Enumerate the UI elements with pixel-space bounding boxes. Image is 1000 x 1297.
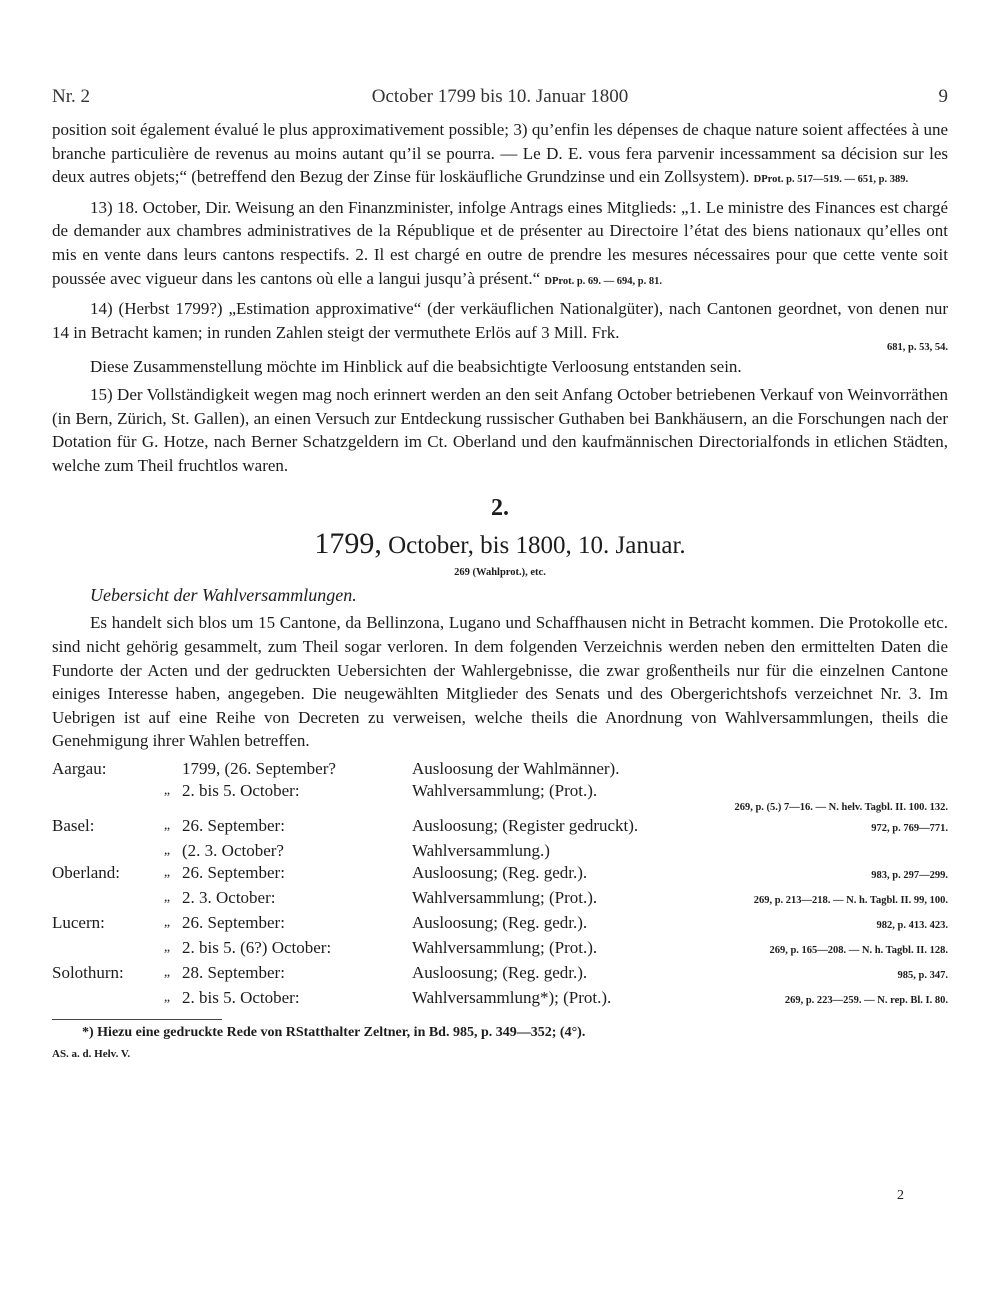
event-cell: Ausloosung; (Register gedruckt). (412, 815, 639, 835)
ditto-mark: „ (163, 889, 171, 905)
source-ref: 269, p. 165—208. — N. h. Tagbl. II. 128. (769, 944, 948, 956)
table-row (52, 814, 948, 839)
date-cell: 2. bis 5. October: (182, 780, 300, 800)
section-title (52, 527, 948, 563)
table-row (52, 839, 948, 861)
canton-table (52, 757, 948, 1011)
volume-mark: AS. a. d. Helv. V. (52, 1047, 131, 1060)
table-row (52, 779, 948, 801)
table-row (52, 911, 948, 936)
page-number: 9 (938, 86, 948, 107)
canton-name (52, 779, 152, 801)
table-row (52, 886, 948, 911)
date-range-title: October 1799 bis 10. Januar 1800 (371, 86, 629, 107)
event-cell: Wahlversammlung; (Prot.). (412, 780, 598, 800)
date-cell: 28. September: (182, 962, 285, 982)
ref-cell (700, 961, 948, 986)
date-cell: 26. September: (182, 815, 285, 835)
source-ref: 269, p. (5.) 7—16. — N. helv. Tagbl. II. 100. 132. (734, 801, 948, 813)
ref-cell (700, 861, 948, 886)
source-ref: 681, p. 53, 54. (887, 342, 948, 354)
canton-name: Aargau: (52, 758, 107, 778)
ref-cell (700, 839, 948, 861)
canton-name: Basel: (52, 815, 95, 835)
paragraph-15: 15) Der Vollständigkeit wegen mag noch erinnert werden an den seit Anfang October betriebenen Verkauf von Weinvorräthen (in Bern, Zürich, St. Gallen), an einen Versuch zur Entdeckung russischer Guthaben bei Bankhäusern, an die Forschungen nach der Dotation für G. Hotze, nach Berner Schatzgeldern im Ct. Oberland und den kaufmännischen Directorialfonds in etlichen Städten, welche zum Theil fruchtlos waren. (52, 384, 948, 475)
ref-cell (700, 814, 948, 839)
ditto-mark (152, 757, 182, 779)
source-ref: DProt. p. 517—519. — 651, p. 389. (753, 174, 909, 186)
ref-cell (700, 757, 948, 779)
ditto-mark: „ (163, 817, 171, 833)
paragraph-13: 13) 18. October, Dir. Weisung an den Finanzminister, infolge Antrags eines Mitglieds: „1. Le ministre des Finances est chargé de demander aux chambres administratives de la République et de présenter au Directoire l’état des biens nationaux qu’elles ont mis en vente dans leurs cantons respectifs. 2. Il est chargé en outre de prendre les mesures nécessaires pour que cette vente soit poussée avec vigueur dans les cantons où elle a langui jusqu’à présent.“ DProt. p. 69. — 694, p. 81. (52, 197, 948, 288)
date-cell: 26. September: (182, 912, 285, 932)
ref-cell (700, 936, 948, 961)
paragraph-note: Diese Zusammenstellung möchte im Hinblick auf die beabsichtigte Verloosung entstanden sein. (90, 357, 742, 377)
table-ref-row (52, 801, 948, 814)
signature-mark: 2 (897, 1188, 904, 1203)
table-row (52, 936, 948, 961)
canton-name: Oberland: (52, 862, 120, 882)
table-row (52, 986, 948, 1011)
ref-cell (700, 986, 948, 1011)
canton-name (52, 986, 152, 1011)
document-page (52, 86, 948, 1060)
event-cell: Ausloosung; (Reg. gedr.). (412, 862, 588, 882)
ditto-mark: „ (163, 782, 171, 798)
ref-cell (700, 779, 948, 801)
section-title-rest: October, bis 1800, 10. Januar. (388, 532, 686, 560)
running-head (52, 86, 948, 112)
table-row (52, 757, 948, 779)
source-ref: 269, p. 223—259. — N. rep. Bl. I. 80. (784, 994, 948, 1006)
date-cell: 1799, (26. September? (182, 758, 336, 778)
source-ref: 983, p. 297—299. (871, 869, 948, 881)
date-cell: 2. 3. October: (182, 887, 276, 907)
ref-cell (700, 911, 948, 936)
paragraph-14: 14) (Herbst 1799?) „Estimation approximative“ (der verkäuflichen Nationalgüter), nach Cantonen geordnet, von denen nur 14 in Betracht kamen; in runden Zahlen steigt der vermuthete Erlös auf 3 Mill. Frk. (52, 299, 948, 342)
table-row (52, 861, 948, 886)
paragraph-continuation: position soit également évalué le plus approximativement possible; 3) qu’enfin les dépenses de chaque nature soient affectées à une branche particulière de revenus au moins autant qu’il se pourra. — Le D. E. vous fera parvenir incessamment sa décision sur les deux autres objets;“ (betreffend den Bezug der Zinse für loskäufliche Grundzinse und ein Zollsystem). DProt. p. 517—519. — 651, p. 389. (52, 120, 948, 187)
canton-name (52, 839, 152, 861)
source-ref: DProt. p. 69. — 694, p. 81. (544, 275, 663, 287)
document-number: Nr. 2 (52, 86, 90, 107)
ditto-mark: „ (163, 989, 171, 1005)
table-row (52, 961, 948, 986)
event-cell: Wahlversammlung; (Prot.). (412, 887, 598, 907)
section-ref: 269 (Wahlprot.), etc. (454, 567, 546, 579)
canton-name: Lucern: (52, 912, 105, 932)
event-cell: Wahlversammlung.) (412, 840, 550, 860)
canton-name: Solothurn: (52, 962, 124, 982)
event-cell: Wahlversammlung*); (Prot.). (412, 987, 612, 1007)
ditto-mark: „ (163, 914, 171, 930)
intro-paragraph: Es handelt sich blos um 15 Cantone, da Bellinzona, Lugano und Schaffhausen nicht in Betracht kommen. Die Protokolle etc. sind nicht gehörig gesammelt, zum Theil sogar verloren. In dem folgenden Verzeichnis werden neben den ermittelten Daten die Fundorte der Acten und der gedruckten Uebersichten der Wahlergebnisse, die zwar großentheils nur für die einzelnen Cantone einiges Interesse haben, angegeben. Die neugewählten Mitglieder des Senats und des Obergerichtshofs verzeichnet Nr. 3. Im Uebrigen ist auf eine Reihe von Decreten zu verweisen, welche theils die Anordnung von Wahlversammlungen, theils die Genehmigung ihrer Wahlen betreffen. (52, 613, 948, 751)
date-cell: (2. 3. October? (182, 840, 284, 860)
date-cell: 26. September: (182, 862, 285, 882)
source-ref: 982, p. 413. 423. (876, 919, 948, 931)
event-cell: Wahlversammlung; (Prot.). (412, 937, 598, 957)
event-cell: Ausloosung der Wahlmänner). (412, 758, 620, 778)
ditto-mark: „ (163, 939, 171, 955)
ref-cell (700, 886, 948, 911)
event-cell: Ausloosung; (Reg. gedr.). (412, 912, 588, 932)
section-number: 2. (491, 495, 509, 522)
canton-name (52, 936, 152, 961)
section-subheading: Uebersicht der Wahlversammlungen. (90, 585, 357, 606)
footnote-divider (52, 1019, 222, 1020)
date-cell: 2. bis 5. October: (182, 987, 300, 1007)
footnote: *) Hiezu eine gedruckte Rede von RStatthalter Zeltner, in Bd. 985, p. 349—352; (4°). (82, 1024, 586, 1040)
source-ref: 269, p. 213—218. — N. h. Tagbl. II. 99, 100. (753, 894, 948, 906)
date-cell: 2. bis 5. (6?) October: (182, 937, 332, 957)
ditto-mark: „ (163, 842, 171, 858)
section-year: 1799, (314, 527, 382, 561)
ditto-mark: „ (163, 864, 171, 880)
event-cell: Ausloosung; (Reg. gedr.). (412, 962, 588, 982)
source-ref: 985, p. 347. (897, 969, 948, 981)
source-ref: 972, p. 769—771. (871, 822, 948, 834)
ditto-mark: „ (163, 964, 171, 980)
canton-name (52, 886, 152, 911)
